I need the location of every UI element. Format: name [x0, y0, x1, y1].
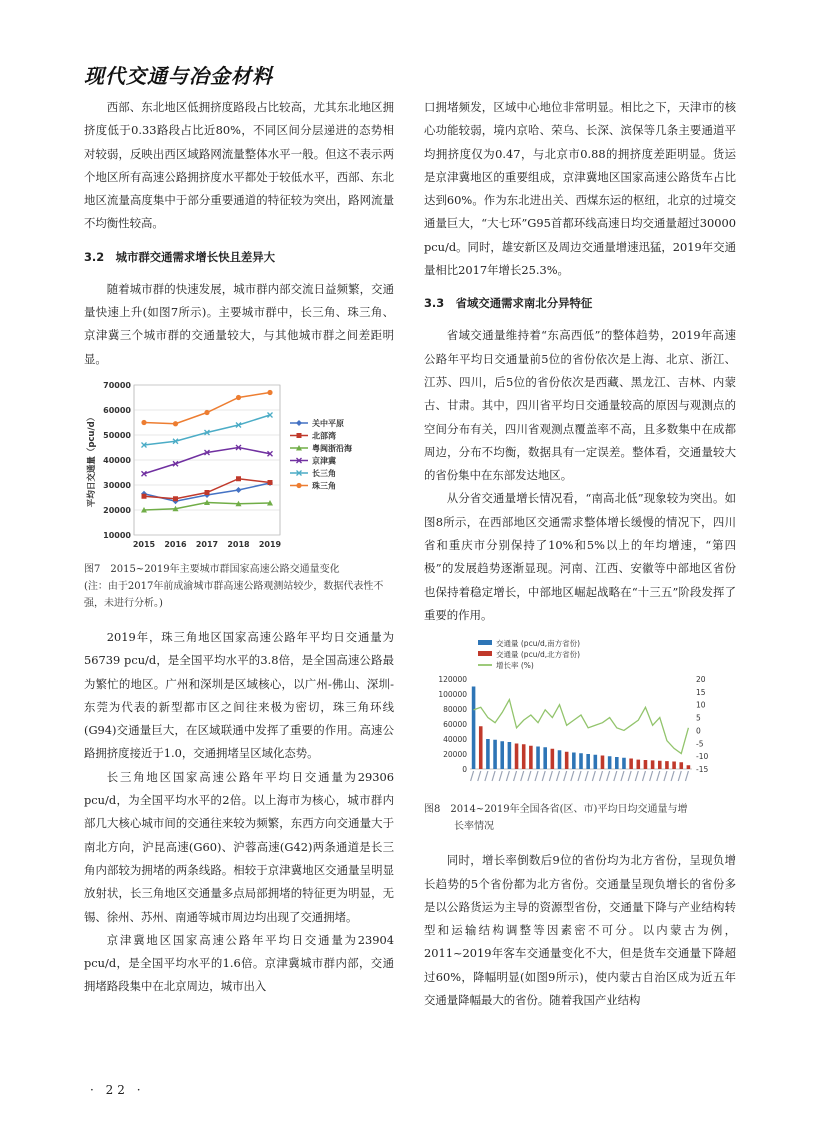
paragraph: 从分省交通量增长情况看，“南高北低”现象较为突出。如图8所示，在西部地区交通需求整体增长缓慢的情况下，四川省和重庆市分别保持了10%和5%以上的年均增速，“第四极”的发展趋势逐渐显现。河南、江西、安徽等中部地区省份也保持着稳定增长，中部地区崛起战略在“十三五”阶段发挥了重要的作用。: [424, 491, 736, 622]
fig8-bar-line-chart: [424, 637, 724, 797]
x-category-tick: [585, 771, 588, 781]
y-tick-label: 40000: [103, 455, 131, 465]
legend-label: 增长率 (%): [496, 661, 534, 671]
bar: [672, 762, 676, 770]
x-category-tick: [664, 771, 667, 781]
legend-swatch: [478, 640, 492, 645]
figure-8-caption-cont: 长率情况: [454, 821, 494, 833]
y-tick-label: 60000: [103, 405, 131, 415]
data-point: [142, 494, 147, 499]
bar: [529, 746, 533, 769]
y-right-tick-label: 0: [696, 726, 701, 736]
y-tick-label: 70000: [103, 380, 131, 390]
data-point: [296, 420, 302, 426]
bar: [543, 747, 547, 769]
y-left-tick-label: 40000: [443, 735, 467, 745]
x-category-tick: [607, 771, 610, 781]
x-category-tick: [678, 771, 681, 781]
x-category-tick: [671, 771, 674, 781]
x-category-tick: [542, 771, 545, 781]
x-category-tick: [650, 771, 653, 781]
bar: [665, 761, 669, 769]
bar: [579, 753, 583, 769]
data-point: [236, 476, 241, 481]
figure-7-note: (注：由于2017年前成渝城市群高速公路观测站较少，数据代表性不强，未进行分析。): [84, 580, 384, 609]
bar: [586, 754, 590, 769]
bar: [565, 752, 569, 769]
data-point: [205, 490, 210, 495]
legend-label: 北部湾: [312, 431, 336, 441]
x-category-tick: [599, 771, 602, 781]
bar: [679, 762, 683, 769]
paragraph: 省域交通量维持着“东高西低”的整体趋势，2019年高速公路年平均日交通量前5位的省份依次是上海、北京、浙江、江苏、四川，后5位的省份依次是西藏、黑龙江、吉林、内蒙古、甘肃。其中，四川省平均日交通量较高的原因与观测点的空间分布有关，四川省观测点覆盖率不高，且多数集中在成都周边，分布不均衡，数据具有一定误差。整体看，交通量较大的省份集中在东部发达地区。: [424, 328, 736, 483]
x-category-tick: [485, 771, 488, 781]
figure-7-caption: 图7 2015~2019年主要城市群国家高速公路交通量变化: [84, 563, 340, 575]
bar: [572, 753, 576, 770]
y-right-tick-label: -10: [696, 752, 709, 762]
x-category-tick: [499, 771, 502, 781]
x-category-tick: [564, 771, 567, 781]
x-category-tick: [506, 771, 509, 781]
right-column: [424, 96, 736, 1012]
y-tick-label: 50000: [103, 430, 131, 440]
legend-label: 交通量 (pcu/d,南方省份): [496, 639, 581, 649]
legend-swatch: [478, 651, 492, 656]
bar: [637, 760, 641, 769]
y-left-tick-label: 120000: [438, 675, 467, 685]
bar: [608, 756, 612, 769]
y-left-tick-label: 100000: [438, 690, 467, 700]
data-point: [296, 483, 301, 488]
x-tick-label: 2015: [132, 539, 156, 549]
section-heading-3-3: 3.3 省域交通需求南北分异特征: [424, 296, 593, 311]
y-left-tick-label: 20000: [443, 750, 467, 760]
bar: [651, 761, 655, 770]
y-right-tick-label: 20: [696, 675, 706, 685]
x-category-tick: [557, 771, 560, 781]
x-tick-label: 2018: [227, 539, 250, 549]
y-tick-label: 30000: [103, 480, 131, 490]
legend-label: 关中平原: [312, 418, 344, 428]
bar: [522, 744, 526, 769]
x-category-tick: [471, 771, 474, 781]
bar: [515, 744, 519, 770]
x-category-tick: [685, 771, 688, 781]
bar: [629, 759, 633, 770]
x-category-tick: [528, 771, 531, 781]
data-point: [267, 390, 272, 395]
y-right-tick-label: -5: [696, 739, 704, 749]
paragraph: 长三角地区国家高速公路年平均日交通量为29306 pcu/d，为全国平均水平的2倍。以上海市为核心，城市群内部几大核心城市间的交通往来较为频繁，东西方向交通量大于南北方向，沪昆高速(G60)、沪蓉高速(G42)两条通道是长三角内部较为拥堵的两条线路。相较于京津冀地区交通量呈明显放射状，长三角地区交通量多点局部拥堵的特征更为明显，无锡、徐州、苏州、南通等城市周边均出现了交通拥堵。: [84, 769, 394, 924]
fig7-line-chart: [84, 377, 394, 557]
figure-8: [424, 637, 736, 835]
x-category-tick: [535, 771, 538, 781]
legend-label: 珠三角: [312, 481, 336, 491]
page-number: · 22 ·: [90, 1083, 145, 1097]
x-category-tick: [492, 771, 495, 781]
paragraph: 随着城市群的快速发展，城市群内部交流日益频繁，交通量快速上升(如图7所示)。主要城市群中，长三角、珠三角、京津冀三个城市群的交通量较大，与其他城市群之间差距明显。: [84, 281, 394, 366]
x-category-tick: [635, 771, 638, 781]
x-category-tick: [549, 771, 552, 781]
x-category-tick: [628, 771, 631, 781]
data-point: [268, 480, 273, 485]
figure-7: [84, 377, 394, 612]
bar: [508, 742, 512, 769]
x-category-tick: [578, 771, 581, 781]
data-point: [173, 421, 178, 426]
x-category-tick: [642, 771, 645, 781]
legend-label: 京津冀: [312, 456, 336, 466]
bar: [472, 687, 476, 770]
legend-label: 长三角: [312, 468, 336, 478]
section-heading-3-2: 3.2 城市群交通需求增长快且差异大: [84, 249, 276, 264]
paragraph: 西部、东北地区低拥挤度路段占比较高，尤其东北地区拥挤度低于0.33路段占比近80%，不同区间分层递进的态势相对较弱，反映出西区域路网流量整体水平一般。但这不表示两个地区所有高速公路拥挤度水平都处于较低水平，西部、东北地区流量高度集中于部分重要通道的特征较为突出，路网流量不均衡性较高。: [84, 100, 394, 231]
data-point: [173, 496, 178, 501]
data-point: [297, 433, 302, 438]
y-tick-label: 20000: [103, 505, 131, 515]
x-tick-label: 2017: [195, 539, 219, 549]
bar: [622, 758, 626, 769]
bar: [658, 761, 662, 769]
y-right-tick-label: 15: [696, 688, 706, 698]
bar: [479, 726, 483, 769]
x-category-tick: [657, 771, 660, 781]
x-category-tick: [571, 771, 574, 781]
bar: [594, 755, 598, 769]
y-axis-label: 平均日交通量（pcu/d）: [87, 412, 97, 508]
legend-label: 交通量 (pcu/d,北方省份): [496, 650, 581, 660]
paragraph: 京津冀地区国家高速公路年平均日交通量为23904 pcu/d，是全国平均水平的1.6倍。京津冀城市群内部，交通拥堵路段集中在北京周边，城市出入: [84, 932, 394, 994]
data-point: [141, 420, 146, 425]
bar: [601, 756, 605, 770]
paragraph: 2019年，珠三角地区国家高速公路年平均日交通量为56739 pcu/d，是全国平均水平的3.8倍，是全国高速公路最为繁忙的地区。广州和深圳是区域核心，以广州-佛山、深圳-东莞为代表的新型都市区之间往来极为密切，珠三角环线(G94)交通量巨大，在区域联通中发挥了重要的作用。高速公路拥挤度接近于1.0，交通拥堵呈区域化态势。: [84, 629, 394, 761]
figure-8-caption: 图8 2014~2019年全国各省(区、市)平均日均交通量与增: [424, 804, 688, 816]
data-point: [236, 395, 241, 400]
bar: [551, 749, 555, 769]
y-left-tick-label: 80000: [443, 705, 467, 715]
y-right-tick-label: 5: [696, 713, 701, 723]
x-tick-label: 2016: [164, 539, 187, 549]
y-left-tick-label: 0: [462, 765, 467, 775]
bar: [493, 740, 497, 769]
bar: [536, 747, 540, 770]
bar: [687, 765, 691, 769]
x-category-tick: [514, 771, 517, 781]
bar: [644, 760, 648, 769]
bar: [486, 739, 490, 769]
growth-line: [474, 700, 689, 754]
x-category-tick: [592, 771, 595, 781]
legend-label: 粤闽浙沿海: [312, 443, 352, 453]
left-column: [84, 96, 394, 999]
y-right-tick-label: -15: [696, 765, 709, 775]
bar: [500, 741, 504, 769]
paragraph: 口拥堵频发，区域中心地位非常明显。相比之下，天津市的核心功能较弱，境内京哈、荣乌、长深、滨保等几条主要通道平均拥挤度仅为0.47，与北京市0.88的拥挤度差距明显。货运是京津冀地区的重要组成，京津冀地区国家高速公路货车占比达到60%。作为东北进出关、西煤东运的枢纽，北京的过境交通量巨大，“大七环”G95首都环线高速日均交通量超过30000 pcu/d。同时，雄安新区及周边交通量增速迅猛，2019年交通量相比2017年增长25.3%。: [424, 100, 736, 278]
y-tick-label: 10000: [103, 530, 131, 540]
x-category-tick: [614, 771, 617, 781]
x-tick-label: 2019: [258, 539, 282, 549]
x-category-tick: [521, 771, 524, 781]
y-left-tick-label: 60000: [443, 720, 467, 730]
y-right-tick-label: 10: [696, 700, 706, 710]
data-point: [204, 410, 209, 415]
x-category-tick: [478, 771, 481, 781]
paragraph: 同时，增长率倒数后9位的省份均为北方省份，呈现负增长趋势的5个省份都为北方省份。交通量呈现负增长的省份多是以公路货运为主导的资源型省份，交通量下降与产业结构转型和运输结构调整等因素密不可分。以内蒙古为例，2011~2019年客车交通量变化不大，但是货车交通量下降超过60%，降幅明显(如图9所示)，使内蒙古自治区成为近五年交通量降幅最大的省份。随着我国产业结构: [424, 853, 736, 1008]
bar: [558, 750, 562, 769]
journal-title: 现代交通与冶金材料: [84, 64, 273, 88]
bar: [615, 757, 619, 769]
x-category-tick: [621, 771, 624, 781]
